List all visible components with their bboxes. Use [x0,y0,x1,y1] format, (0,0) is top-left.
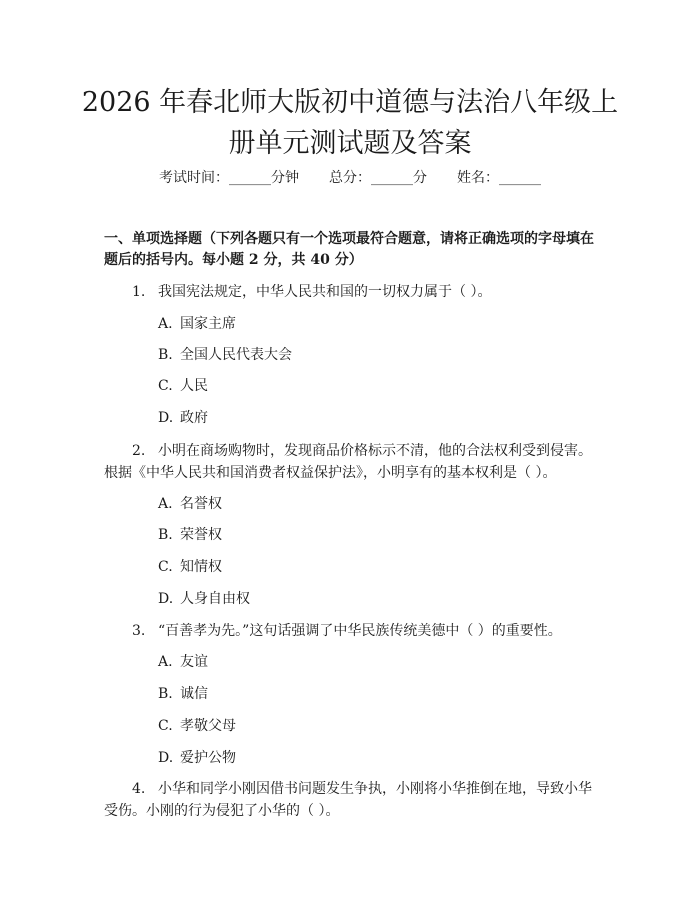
option-letter: D. [158,410,174,426]
option-text: 人身自由权 [180,591,250,607]
name-field: 姓名：______ [457,170,541,186]
option-text: 全国人民代表大会 [180,347,292,363]
question-3-option-d [158,748,236,768]
question-2-option-b [158,525,222,545]
option-letter: B. [158,347,173,363]
question-3-option-c [158,716,236,736]
question-3-option-a [158,652,208,672]
section-heading-single-choice: 一、单项选择题（下列各题只有一个选项最符合题意，请将正确选项的字母填在题后的括号内。每小题 2 分，共 40 分） [104,231,594,268]
question-2-option-a [158,494,222,514]
question-1-option-c [158,376,208,396]
question-2-option-c [158,557,222,577]
option-letter: C. [158,559,173,575]
question-number: 2. [132,443,146,459]
option-text: 政府 [180,410,208,426]
question-1 [104,281,598,303]
option-text: 诚信 [180,686,208,702]
option-letter: D. [158,750,174,766]
question-number: 1. [132,284,146,300]
option-text: 孝敬父母 [180,718,236,734]
option-text: 荣誉权 [180,527,222,543]
question-1-option-d [158,408,208,428]
option-letter: D. [158,591,174,607]
question-3 [104,620,598,642]
question-text: 小华和同学小刚因借书问题发生争执，小刚将小华推倒在地，导致小华受伤。小刚的行为侵犯了小华的（ ）。 [104,781,592,819]
question-2-option-d [158,589,250,609]
option-letter: B. [158,527,173,543]
question-number: 3. [132,623,146,639]
question-1-option-a [158,314,236,334]
document-title: 2026 年春北师大版初中道德与法治八年级上册单元测试题及答案 [81,87,619,159]
question-3-option-b [158,684,208,704]
exam-info-line [0,168,700,188]
option-letter: C. [158,718,173,734]
option-letter: A. [158,654,173,670]
option-letter: C. [158,378,173,394]
question-text: “百善孝为先。”这句话强调了中华民族传统美德中（ ）的重要性。 [158,623,562,639]
question-1-option-b [158,345,292,365]
option-letter: B. [158,686,173,702]
question-4 [104,778,598,822]
total-score-field: 总分：______分 [329,170,427,186]
exam-time-field: 考试时间：______分钟 [159,170,299,186]
option-text: 爱护公物 [180,750,236,766]
option-text: 人民 [180,378,208,394]
option-text: 国家主席 [180,316,236,332]
question-text: 小明在商场购物时，发现商品价格标示不清，他的合法权利受到侵害。根据《中华人民共和国消费者权益保护法》，小明享有的基本权利是（ ）。 [104,443,592,481]
option-text: 名誉权 [180,496,222,512]
question-text: 我国宪法规定，中华人民共和国的一切权力属于（ ）。 [158,284,492,300]
option-letter: A. [158,316,173,332]
option-letter: A. [158,496,173,512]
question-number: 4. [132,781,146,797]
question-2 [104,440,598,484]
option-text: 友谊 [180,654,208,670]
option-text: 知情权 [180,559,222,575]
